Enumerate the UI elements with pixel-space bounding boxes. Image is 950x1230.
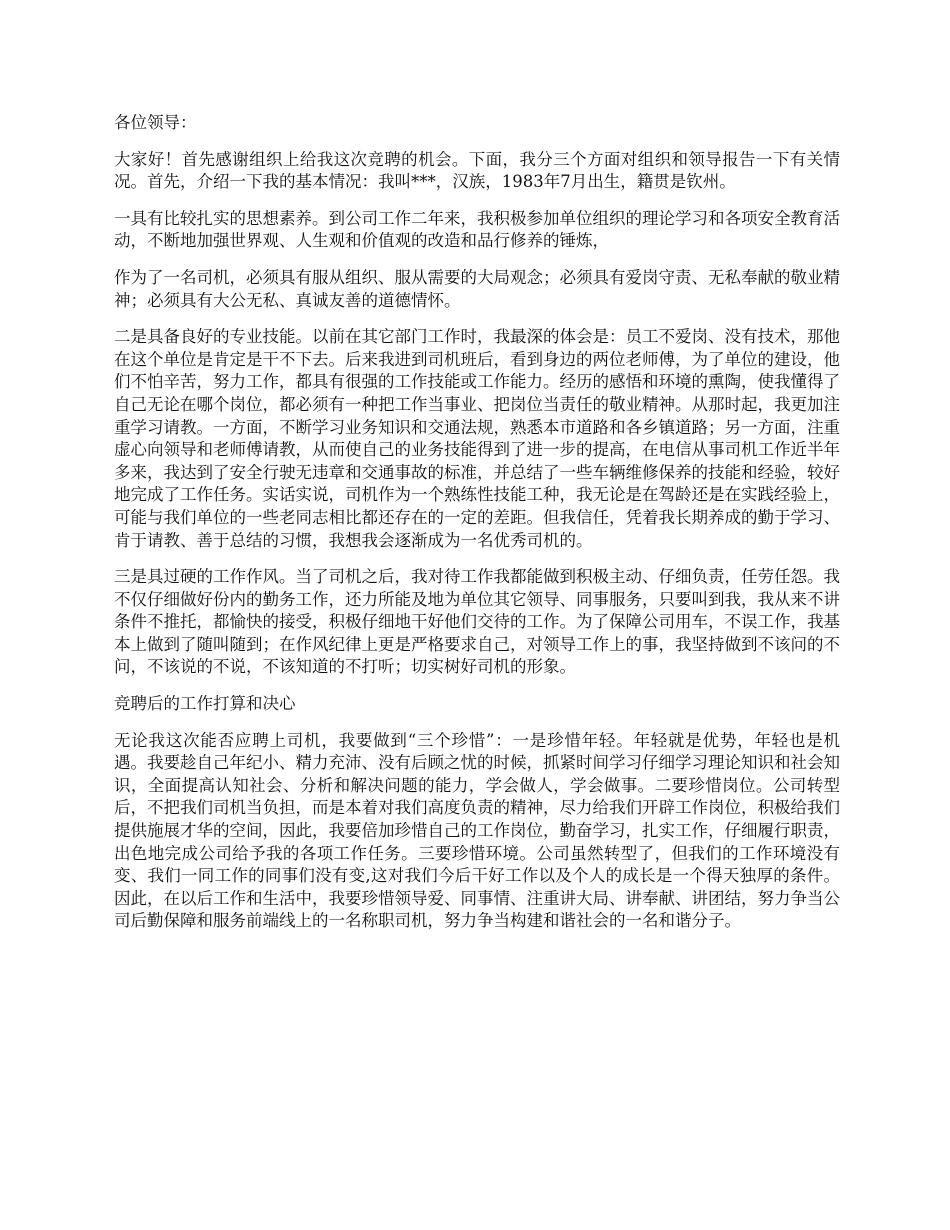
salutation: 各位领导：: [114, 113, 197, 132]
paragraph-skills: 二是具备良好的专业技能。以前在其它部门工作时，我最深的体会是：员工不爱岗、没有技术，那他在这个单位是肯定是干不下去。后来我进到司机班后，看到身边的两位老师傅，为了单位的建设，他们不怕辛苦，努力工作，都具有很强的工作技能或工作能力。经历的感悟和环境的熏陶，使我懂得了自己无论在哪个岗位，都必须有一种把工作当事业、把岗位当责任的敬业精神。从那时起，我更加注重学习请教。一方面，不断学习业务知识和交通法规，熟悉本市道路和各乡镇道路；另一方面，注重虚心向领导和老师傅请教，从而使自己的业务技能得到了进一步的提高，在电信从事司机工作近半年多来，我达到了安全行驶无违章和交通事故的标准，并总结了一些车辆维修保养的技能和经验，较好地完成了工作任务。实话实说，司机作为一个熟练性技能工种，我无论是在驾龄还是在实践经验上，可能与我们单位的一些老同志相比都还存在的一定的差距。但我信任，凭着我长期养成的勤于学习、肯于请教、善于总结的习惯，我想我会逐渐成为一名优秀司机的。: [114, 327, 840, 550]
paragraph-closing: 无论我这次能否应聘上司机，我要做到“三个珍惜”：一是珍惜年轻。年轻就是优势，年轻也是机遇。我要趁自己年纪小、精力充沛、没有后顾之忧的时候，抓紧时间学习仔细学习理论知识和社会知识，全面提高认知社会、分析和解决问题的能力，学会做人，学会做事。二要珍惜岗位。公司转型后，不把我们司机当负担，而是本着对我们高度负责的精神，尽力给我们开辟工作岗位，积极给我们提供施展才华的空间，因此，我要倍加珍惜自己的工作岗位，勤奋学习，扎实工作，仔细履行职责，出色地完成公司给予我的各项工作任务。三要珍惜环境。公司虽然转型了，但我们的工作环境没有变、我们一同工作的同事们没有变,这对我们今后干好工作以及个人的成长是一个得天独厚的条件。因此，在以后工作和生活中，我要珍惜领导爱、同事情、注重讲大局、讲奉献、讲团结，努力争当公司后勤保障和服务前端线上的一名称职司机，努力争当构建和谐社会的一名和谐分子。: [114, 730, 840, 931]
document-page: [114, 112, 840, 947]
paragraph-driver-duty: 作为了一名司机，必须具有服从组织、服从需要的大局观念；必须具有爱岗守责、无私奉献的敬业精神；必须具有大公无私、真诚友善的道德情怀。: [114, 267, 840, 310]
section-heading: 竞聘后的工作打算和决心: [114, 694, 296, 714]
paragraph-intro: 大家好！首先感谢组织上给我这次竞聘的机会。下面，我分三个方面对组织和领导报告一下有关情况。首先，介绍一下我的基本情况：我叫***，汉族，1983年7月出生，籍贯是钦州。: [114, 149, 840, 192]
paragraph-work-style: 三是具过硬的工作作风。当了司机之后，我对待工作我都能做到积极主动、仔细负责，任劳任怨。我不仅仔细做好份内的勤务工作，还力所能及地为单位其它领导、同事服务，只要叫到我，我从来不讲条件不推托，都愉快的接受，积极仔细地干好他们交待的工作。为了保障公司用车，不误工作，我基本上做到了随叫随到；在作风纪律上更是严格要求自己，对领导工作上的事，我坚持做到不该问的不问，不该说的不说，不该知道的不打听；切实树好司机的形象。: [114, 567, 840, 677]
paragraph-ideology: 一具有比较扎实的思想素养。到公司工作二年来，我积极参加单位组织的理论学习和各项安全教育活动，不断地加强世界观、人生观和价值观的改造和品行修养的锤炼，: [114, 208, 840, 251]
